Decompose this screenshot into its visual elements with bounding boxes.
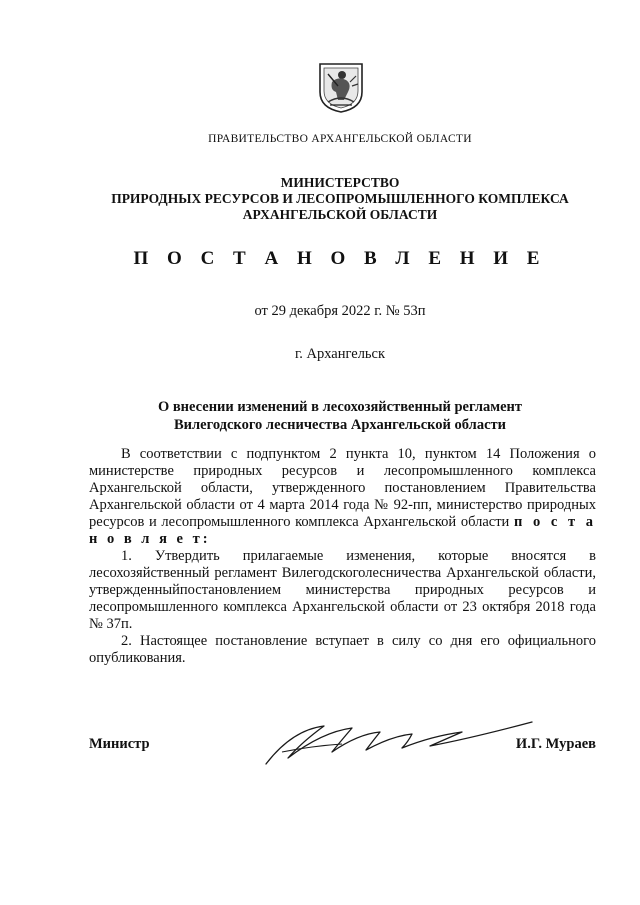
document-city: г. Архангельск bbox=[294, 346, 386, 362]
ministry-name bbox=[80, 175, 600, 223]
subject-line: Вилегодского лесничества Архангельской области bbox=[174, 417, 506, 433]
document-subject bbox=[80, 398, 600, 434]
preamble-paragraph bbox=[89, 446, 596, 548]
government-name: ПРАВИТЕЛЬСТВО АРХАНГЕЛЬСКОЙ ОБЛАСТИ bbox=[208, 133, 472, 145]
document-type: П О С Т А Н О В Л Е Н И Е bbox=[133, 248, 547, 269]
resolves-word: п о с т а н о в л я е т: bbox=[89, 514, 596, 547]
coat-of-arms-icon bbox=[318, 62, 364, 114]
preamble-text: В соответствии с подпунктом 2 пункта 10, пунктом 14 Положения о министерстве природных ресурсов и лесопромышленного комплекса Архангельской области, утвержденного постановлением Правительства Архангельской области от 4 марта 2014 года № 92-пп, министерство природных ресурсов и лесопромышленного комплекса Архангельской области bbox=[89, 446, 596, 530]
ministry-line: АРХАНГЕЛЬСКОЙ ОБЛАСТИ bbox=[242, 207, 438, 222]
signatory-name: И.Г. Мураев bbox=[515, 736, 596, 752]
item-1: 1. Утвердить прилагаемые изменения, которые вносятся в лесохозяйственный регламент Вилегодскоголесничества Архангельской области, утвержденныйпостановлением министерства природных ресурсов и лесопромышленного комплекса Архангельской области от 23 октября 2018 года № 37п. bbox=[89, 548, 596, 632]
document-body bbox=[89, 446, 596, 667]
ministry-line: ПРИРОДНЫХ РЕСУРСОВ И ЛЕСОПРОМЫШЛЕННОГО КОМПЛЕКСА bbox=[111, 191, 569, 206]
subject-line: О внесении изменений в лесохозяйственный регламент bbox=[157, 399, 523, 415]
item-2: 2. Настоящее постановление вступает в силу со дня его официального опубликования. bbox=[89, 633, 596, 666]
document-date: от 29 декабря 2022 г. № 53п bbox=[254, 303, 426, 319]
handwritten-signature-icon bbox=[262, 712, 542, 772]
ministry-line: МИНИСТЕРСТВО bbox=[280, 175, 400, 190]
signatory-position: Министр bbox=[89, 736, 150, 752]
